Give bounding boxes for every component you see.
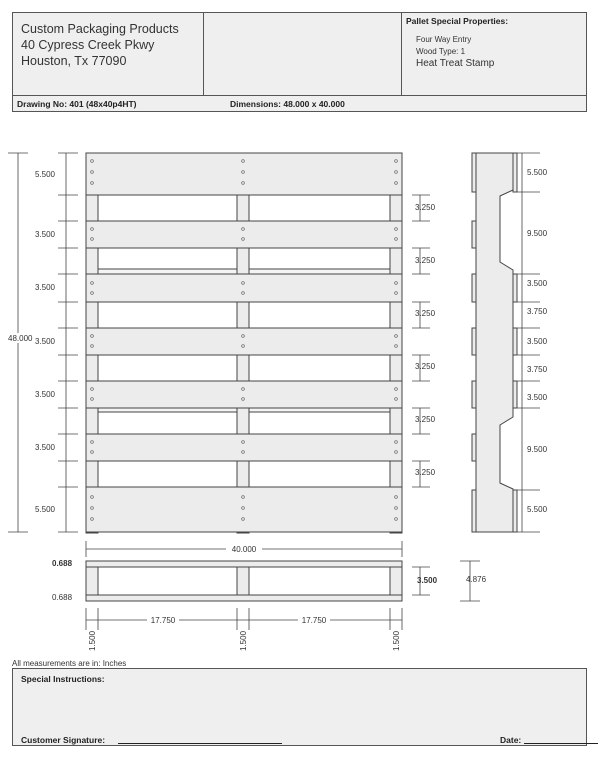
overall-width-label: 40.000 bbox=[231, 545, 257, 554]
stringer-width-label: 1.500 bbox=[88, 630, 97, 651]
overall-height-label: 4.876 bbox=[466, 575, 487, 584]
end-stringer bbox=[86, 567, 98, 595]
side-dim-label: 3.750 bbox=[527, 365, 548, 374]
side-dim-label: 3.500 bbox=[527, 337, 548, 346]
units-note: All measurements are in: Inches bbox=[12, 659, 127, 668]
side-top-board bbox=[472, 381, 476, 408]
side-bottom-board bbox=[513, 328, 517, 355]
stringer-width-label: 1.500 bbox=[239, 630, 248, 651]
side-top-board bbox=[472, 490, 476, 532]
gap-label: 3.250 bbox=[415, 362, 436, 371]
side-dim-label: 5.500 bbox=[527, 168, 548, 177]
side-bottom-board bbox=[513, 274, 517, 302]
side-top-board bbox=[472, 274, 476, 302]
board-width-label: 5.500 bbox=[34, 505, 55, 514]
deck-thickness-top-label: 0.688 bbox=[52, 559, 73, 568]
gap-label: 3.250 bbox=[415, 203, 436, 212]
property-item: Four Way Entry bbox=[416, 35, 472, 44]
deck-board bbox=[86, 328, 402, 355]
end-stringer bbox=[237, 567, 249, 595]
deck-board bbox=[86, 381, 402, 408]
overall-length-label: 48.000 bbox=[8, 334, 33, 343]
property-item: Wood Type: 1 bbox=[416, 47, 466, 56]
side-dim-label: 3.500 bbox=[527, 393, 548, 402]
bottom-board bbox=[249, 408, 390, 412]
board-width-label: 3.500 bbox=[34, 337, 55, 346]
side-dim-label: 9.500 bbox=[527, 229, 548, 238]
company-city: Houston, Tx 77090 bbox=[21, 54, 127, 68]
board-width-label: 3.500 bbox=[34, 230, 55, 239]
side-bottom-board bbox=[513, 490, 517, 532]
board-width-label: 3.500 bbox=[34, 283, 55, 292]
board-width-label: 3.500 bbox=[34, 390, 55, 399]
side-bottom-board bbox=[513, 381, 517, 408]
bottom-board bbox=[98, 269, 237, 274]
end-space bbox=[249, 567, 390, 595]
deck-board bbox=[86, 153, 402, 195]
side-dim-label: 5.500 bbox=[527, 505, 548, 514]
side-top-board bbox=[472, 221, 476, 248]
side-bottom-board bbox=[513, 153, 517, 192]
company-name: Custom Packaging Products bbox=[21, 22, 179, 36]
gap-label: 3.250 bbox=[415, 309, 436, 318]
side-top-board bbox=[472, 153, 476, 192]
special-instructions-label: Special Instructions: bbox=[21, 674, 105, 684]
end-bottom-board bbox=[86, 595, 402, 601]
gap-label: 3.250 bbox=[415, 468, 436, 477]
stringer-spacing-label: 17.750 bbox=[301, 616, 327, 625]
stringer-spacing-label: 17.750 bbox=[150, 616, 176, 625]
drawing-number: Drawing No: 401 (48x40p4HT) bbox=[17, 99, 137, 109]
end-space bbox=[98, 567, 237, 595]
customer-signature-label: Customer Signature: bbox=[21, 735, 106, 745]
date-line[interactable] bbox=[524, 743, 598, 744]
property-item: Heat Treat Stamp bbox=[416, 58, 495, 69]
end-top-board bbox=[86, 561, 402, 567]
gap-label: 3.250 bbox=[415, 415, 436, 424]
stringer-height-label: 3.500 bbox=[417, 576, 438, 585]
deck-thickness-bottom-label: 0.688 bbox=[52, 593, 73, 602]
company-street: 40 Cypress Creek Pkwy bbox=[21, 38, 155, 52]
side-top-board bbox=[472, 434, 476, 461]
deck-board bbox=[86, 221, 402, 248]
board-width-label: 5.500 bbox=[34, 170, 55, 179]
board-width-label: 3.500 bbox=[34, 443, 55, 452]
deck-board bbox=[86, 487, 402, 532]
deck-board bbox=[86, 434, 402, 461]
end-stringer bbox=[390, 567, 402, 595]
side-dim-label: 3.500 bbox=[527, 279, 548, 288]
pallet-dimensions: Dimensions: 48.000 x 40.000 bbox=[230, 99, 345, 109]
stringer-width-label: 1.500 bbox=[392, 630, 401, 651]
side-top-board bbox=[472, 328, 476, 355]
signature-line[interactable] bbox=[118, 743, 282, 744]
date-label: Date: bbox=[500, 735, 522, 745]
bottom-board bbox=[249, 269, 390, 274]
side-dim-label: 9.500 bbox=[527, 445, 548, 454]
properties-title: Pallet Special Properties: bbox=[406, 16, 509, 26]
side-stringer bbox=[476, 153, 513, 532]
deck-board bbox=[86, 274, 402, 302]
side-dim-label: 3.750 bbox=[527, 307, 548, 316]
gap-label: 3.250 bbox=[415, 256, 436, 265]
bottom-board bbox=[98, 408, 237, 412]
